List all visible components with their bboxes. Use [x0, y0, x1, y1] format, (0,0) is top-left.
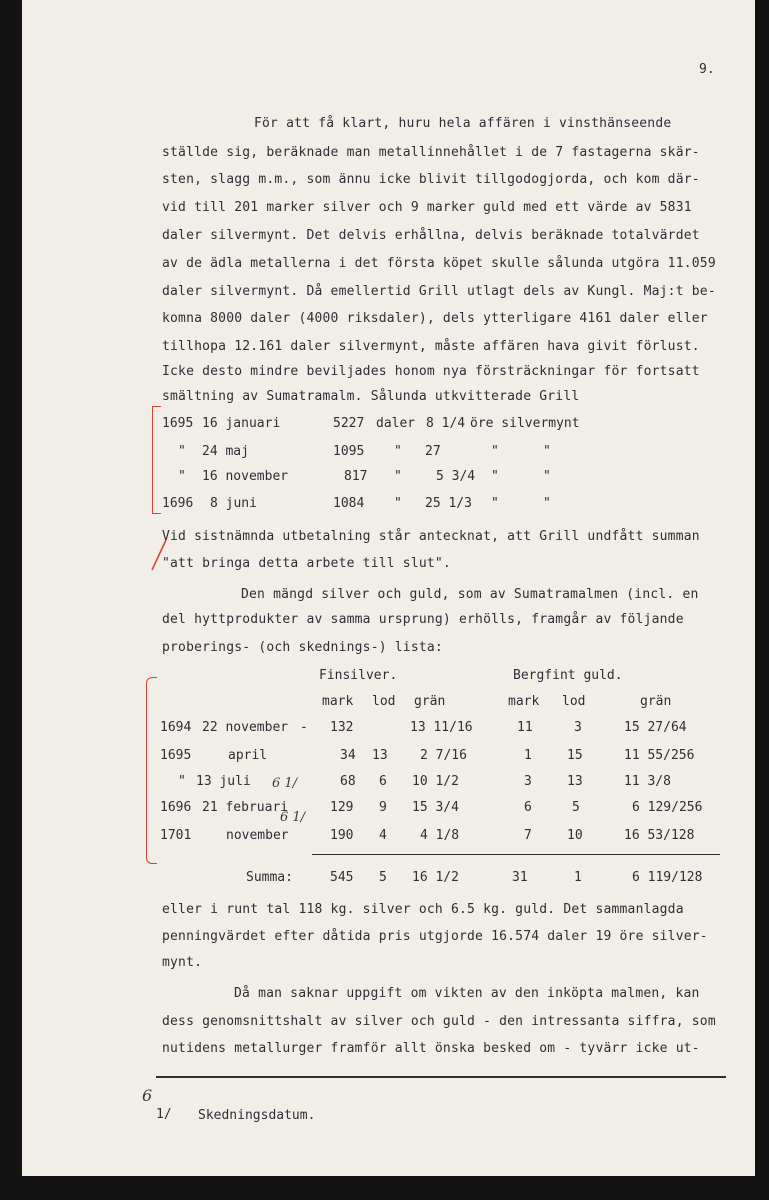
group-header-silver: Finsilver.: [319, 668, 398, 683]
red-bracket: [152, 406, 161, 514]
table-cell: -: [300, 720, 308, 735]
table-cell: 3: [574, 720, 582, 735]
table-cell: november: [226, 828, 289, 843]
handwritten-note: 6: [142, 1086, 153, 1105]
table-cell: 6 129/256: [632, 800, 703, 815]
table-cell: 8 juni: [210, 496, 257, 511]
handwritten-note: 6 1/: [272, 776, 298, 791]
col-header: lod: [372, 694, 396, 709]
text-line: eller i runt tal 118 kg. silver och 6.5 kg. guld. Det sammanlagda: [162, 902, 684, 917]
text-line: Vid sistnämnda utbetalning står antecknat, att Grill undfått summan: [162, 529, 700, 544]
table-cell: 16 1/2: [412, 870, 459, 885]
table-cell: 5 3/4: [436, 469, 476, 484]
table-cell: ": [178, 469, 186, 484]
footnote-marker: 1/: [156, 1107, 172, 1122]
table-cell: 1694: [160, 720, 192, 735]
table-cell: ": [394, 444, 402, 459]
table-cell: 9: [379, 800, 387, 815]
table-cell: 13: [372, 748, 388, 763]
table-cell: april: [228, 748, 268, 763]
table-cell: ": [491, 444, 499, 459]
text-line: sten, slagg m.m., som ännu icke blivit tillgodogjorda, och kom där-: [162, 172, 700, 187]
table-cell: 1: [574, 870, 582, 885]
page-number: 9.: [699, 62, 715, 77]
table-cell: 34: [340, 748, 356, 763]
red-bracket: [146, 677, 157, 864]
table-cell: 1696: [162, 496, 194, 511]
sum-rule: [312, 854, 720, 855]
table-cell: 13 juli: [196, 774, 251, 789]
table-cell: 1: [524, 748, 532, 763]
text-line: proberings- (och skednings-) lista:: [162, 640, 443, 655]
table-cell: 129: [330, 800, 354, 815]
table-cell: 16 53/128: [624, 828, 695, 843]
table-cell: 13: [567, 774, 583, 789]
table-cell: 3: [524, 774, 532, 789]
text-line: "att bringa detta arbete till slut".: [162, 556, 451, 571]
table-cell: 22 november: [202, 720, 289, 735]
text-line: tillhopa 12.161 daler silvermynt, måste affären hava givit förlust.: [162, 339, 700, 354]
handwritten-note: 6 1/: [280, 810, 306, 825]
table-cell: ": [491, 496, 499, 511]
table-cell: 5: [379, 870, 387, 885]
table-cell: 10 1/2: [412, 774, 459, 789]
table-cell: 13 11/16: [410, 720, 473, 735]
col-header: grän: [640, 694, 672, 709]
text-line: av de ädla metallerna i det första köpet skulle sålunda utgöra 11.059: [162, 256, 716, 271]
table-cell: 6 119/128: [632, 870, 703, 885]
table-cell: 1095: [333, 444, 365, 459]
text-line: daler silvermynt. Det delvis erhållna, delvis beräknade totalvärdet: [162, 228, 700, 243]
text-line: penningvärdet efter dåtida pris utgjorde 16.574 daler 19 öre silver-: [162, 929, 708, 944]
table-cell: 10: [567, 828, 583, 843]
table-cell: 5227: [333, 416, 365, 431]
table-cell: 24 maj: [202, 444, 249, 459]
col-header: mark: [322, 694, 354, 709]
table-cell: 31: [512, 870, 528, 885]
document-page: [22, 0, 755, 1176]
table-cell: 545: [330, 870, 354, 885]
col-header: mark: [508, 694, 540, 709]
footnote-rule: [156, 1076, 726, 1078]
table-cell: 1701: [160, 828, 192, 843]
table-cell: 15: [567, 748, 583, 763]
table-cell: ": [394, 469, 402, 484]
table-cell: 4 1/8: [420, 828, 460, 843]
table-cell: 11: [517, 720, 533, 735]
text-line: smältning av Sumatramalm. Sålunda utkvitterade Grill: [162, 389, 580, 404]
text-line: ställde sig, beräknade man metallinnehållet i de 7 fastagerna skär-: [162, 145, 700, 160]
text-line: Den mängd silver och guld, som av Sumatramalmen (incl. en: [241, 587, 699, 602]
table-cell: 1695: [160, 748, 192, 763]
text-line: mynt.: [162, 955, 203, 970]
text-line: nutidens metallurger framför allt önska besked om - tyvärr icke ut-: [162, 1041, 700, 1056]
table-cell: 1695: [162, 416, 194, 431]
footnote-text: Skedningsdatum.: [198, 1108, 316, 1123]
table-cell: 2 7/16: [420, 748, 467, 763]
text-line: daler silvermynt. Då emellertid Grill utlagt dels av Kungl. Maj:t be-: [162, 284, 716, 299]
col-header: grän: [414, 694, 446, 709]
table-cell: 15 3/4: [412, 800, 459, 815]
table-cell: 11 3/8: [624, 774, 671, 789]
table-cell: ": [543, 469, 551, 484]
table-cell: 25 1/3: [425, 496, 472, 511]
text-line: del hyttprodukter av samma ursprung) erhölls, framgår av följande: [162, 612, 684, 627]
table-cell: ": [491, 469, 499, 484]
table-cell: 7: [524, 828, 532, 843]
table-cell: 15 27/64: [624, 720, 687, 735]
table-cell: 16 januari: [202, 416, 281, 431]
table-cell: 190: [330, 828, 354, 843]
table-cell: 11 55/256: [624, 748, 695, 763]
table-cell: 68: [340, 774, 356, 789]
text-line: vid till 201 marker silver och 9 marker guld med ett värde av 5831: [162, 200, 692, 215]
table-cell: ": [543, 444, 551, 459]
table-cell: Summa:: [246, 870, 293, 885]
group-header-gold: Bergfint guld.: [513, 668, 623, 683]
table-cell: ": [178, 774, 186, 789]
text-line: Då man saknar uppgift om vikten av den inköpta malmen, kan: [234, 986, 700, 1001]
table-cell: 6: [379, 774, 387, 789]
text-line: komna 8000 daler (4000 riksdaler), dels ytterligare 4161 daler eller: [162, 311, 708, 326]
text-line: För att få klart, huru hela affären i vinsthänseende: [254, 116, 672, 131]
col-header: lod: [562, 694, 586, 709]
table-cell: 27: [425, 444, 441, 459]
text-line: dess genomsnittshalt av silver och guld - den intressanta siffra, som: [162, 1014, 716, 1029]
table-cell: 8 1/4: [426, 416, 466, 431]
table-cell: ": [178, 444, 186, 459]
table-cell: 5: [572, 800, 580, 815]
table-cell: 817: [344, 469, 368, 484]
table-cell: 1084: [333, 496, 365, 511]
table-cell: 1696: [160, 800, 192, 815]
table-cell: ": [394, 496, 402, 511]
text-line: Icke desto mindre beviljades honom nya försträckningar för fortsatt: [162, 364, 700, 379]
table-cell: 21 februari: [202, 800, 289, 815]
table-cell: ": [543, 496, 551, 511]
table-cell: 6: [524, 800, 532, 815]
table-cell: 16 november: [202, 469, 289, 484]
table-cell: 4: [379, 828, 387, 843]
table-cell: 132: [330, 720, 354, 735]
table-cell: daler: [376, 416, 416, 431]
table-cell: öre silvermynt: [470, 416, 580, 431]
